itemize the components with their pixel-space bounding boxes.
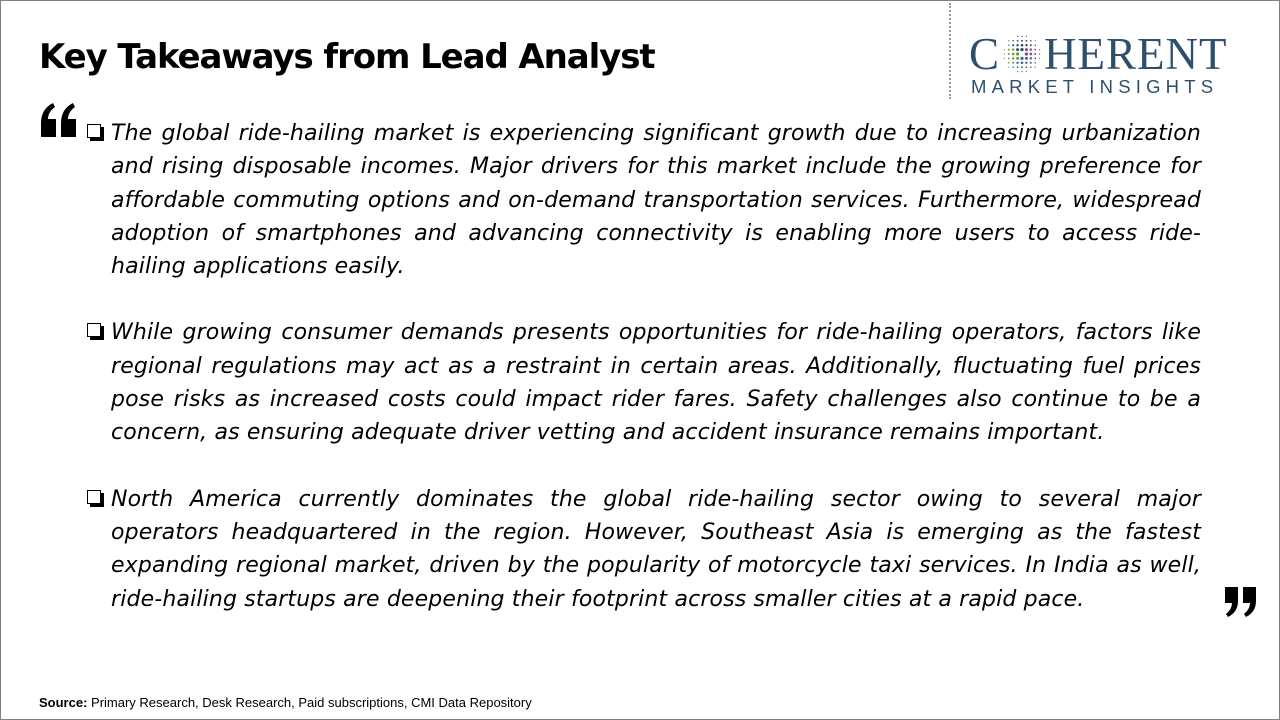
logo-dot	[1017, 66, 1019, 68]
logo-dot	[1030, 40, 1032, 42]
logo-divider	[949, 3, 951, 99]
logo-dot	[1012, 48, 1014, 50]
logo-dot	[1035, 67, 1036, 68]
logo-dot	[1034, 44, 1036, 46]
logo-dot	[1026, 36, 1027, 37]
takeaway-item-3	[87, 483, 1201, 616]
logo-dot	[1012, 66, 1014, 68]
checkbox-bullet-icon	[87, 490, 101, 504]
logo-dot	[1025, 62, 1027, 64]
logo-dot	[1035, 40, 1036, 41]
logo-dot	[1034, 57, 1036, 59]
logo-dot	[1016, 62, 1018, 64]
logo-wordmark	[969, 29, 1265, 79]
takeaway-text-3: North America currently dominates the global ride-hailing sector owing to several major operators headquartered in the region. However, Southeast Asia is emerging as the fastest expanding regional market, driven by the popularity of motorcycle taxi services. In India as well, ride-hailing startups are deepening their footprint across smaller cities at a rapid pace.	[111, 486, 1201, 612]
logo-dot	[1026, 71, 1027, 72]
logo-dot	[1012, 44, 1014, 46]
logo-dot	[1016, 57, 1019, 60]
logo-dot	[1004, 53, 1005, 54]
logo-dot	[1004, 58, 1005, 59]
logo-dot	[1030, 57, 1032, 59]
checkbox-bullet-icon	[87, 124, 101, 138]
checkbox-bullet-icon	[87, 323, 101, 337]
logo-dot	[1026, 66, 1028, 68]
takeaway-item-2	[87, 316, 1201, 449]
logo-subtitle: MARKET INSIGHTS	[971, 76, 1219, 97]
logo-dot	[1039, 58, 1040, 59]
logo-dot	[1012, 57, 1014, 59]
logo-dot	[1016, 44, 1018, 46]
logo-dot	[1008, 62, 1010, 64]
close-quote-icon	[1223, 585, 1259, 619]
page-title: Key Takeaways from Lead Analyst	[39, 37, 655, 77]
logo-dot	[1021, 61, 1024, 64]
logo-dot	[1017, 36, 1018, 37]
logo-dot	[1017, 40, 1019, 42]
logo-dot	[1008, 57, 1010, 59]
logo-dot	[1020, 52, 1024, 56]
logo-dot	[1008, 44, 1010, 46]
logo-letters-herent: HERENT	[1044, 29, 1228, 79]
logo-dot	[1025, 44, 1027, 46]
dotted-globe-logo-icon	[1001, 33, 1043, 75]
source-note	[39, 695, 532, 710]
logo-dot	[1012, 40, 1014, 42]
takeaways-list	[87, 117, 1201, 649]
logo-dot	[1034, 53, 1036, 55]
logo-dot	[1021, 44, 1024, 47]
logo-dot	[1030, 53, 1033, 56]
logo-dot	[1030, 66, 1032, 68]
logo-dot	[1021, 40, 1023, 42]
logo-dot	[1030, 62, 1032, 64]
logo-dot	[1012, 53, 1015, 56]
logo-dot	[1020, 57, 1023, 60]
logo-dot	[1025, 57, 1028, 60]
logo-dot	[1021, 71, 1022, 72]
logo-dot	[1030, 48, 1032, 50]
source-text: Primary Research, Desk Research, Paid subscriptions, CMI Data Repository	[87, 695, 532, 710]
takeaway-item-1	[87, 117, 1201, 283]
logo-dot	[1016, 48, 1019, 51]
logo-dot	[1021, 36, 1022, 37]
logo-dot	[1026, 40, 1028, 42]
logo-dot	[1016, 52, 1019, 55]
takeaway-text-2: While growing consumer demands presents opportunities for ride-hailing operators, factors like regional regulations may act as a restraint in certain areas. Additionally, fluctuating fuel prices pose risks as increased costs could impact rider fares. Safety challenges also continue to be a concern, as ensuring adequate driver vetting and accident insurance remains important.	[111, 320, 1201, 446]
logo-dot	[1034, 49, 1036, 51]
logo-dot	[1034, 62, 1036, 64]
logo-dot	[1008, 53, 1010, 55]
takeaway-text-1: The global ride-hailing market is experiencing significant growth due to increasing urbanization and rising disposable incomes. Major drivers for this market include the growing preference for affordable commuting options and on-demand transportation services. Furthermore, widespread adoption of smartphones and advancing connectivity is enabling more users to access ride-hailing applications easily.	[111, 121, 1201, 280]
logo-letter-c: C	[969, 29, 1001, 79]
logo-dot	[1020, 48, 1023, 51]
logo-dot	[1021, 66, 1023, 68]
logo-dot	[1004, 49, 1005, 50]
open-quote-icon	[39, 97, 79, 141]
logo-dot	[1017, 71, 1018, 72]
logo-dot	[1039, 49, 1040, 50]
logo-dot	[1008, 40, 1009, 41]
logo-dot	[1030, 44, 1032, 46]
logo-dot	[1025, 48, 1028, 51]
source-label: Source:	[39, 695, 88, 710]
company-logo	[969, 29, 1265, 101]
logo-dot	[1039, 53, 1040, 54]
logo-dot	[1025, 52, 1028, 55]
logo-dot	[1008, 49, 1010, 51]
logo-dot	[1008, 67, 1009, 68]
logo-dot	[1012, 62, 1014, 64]
